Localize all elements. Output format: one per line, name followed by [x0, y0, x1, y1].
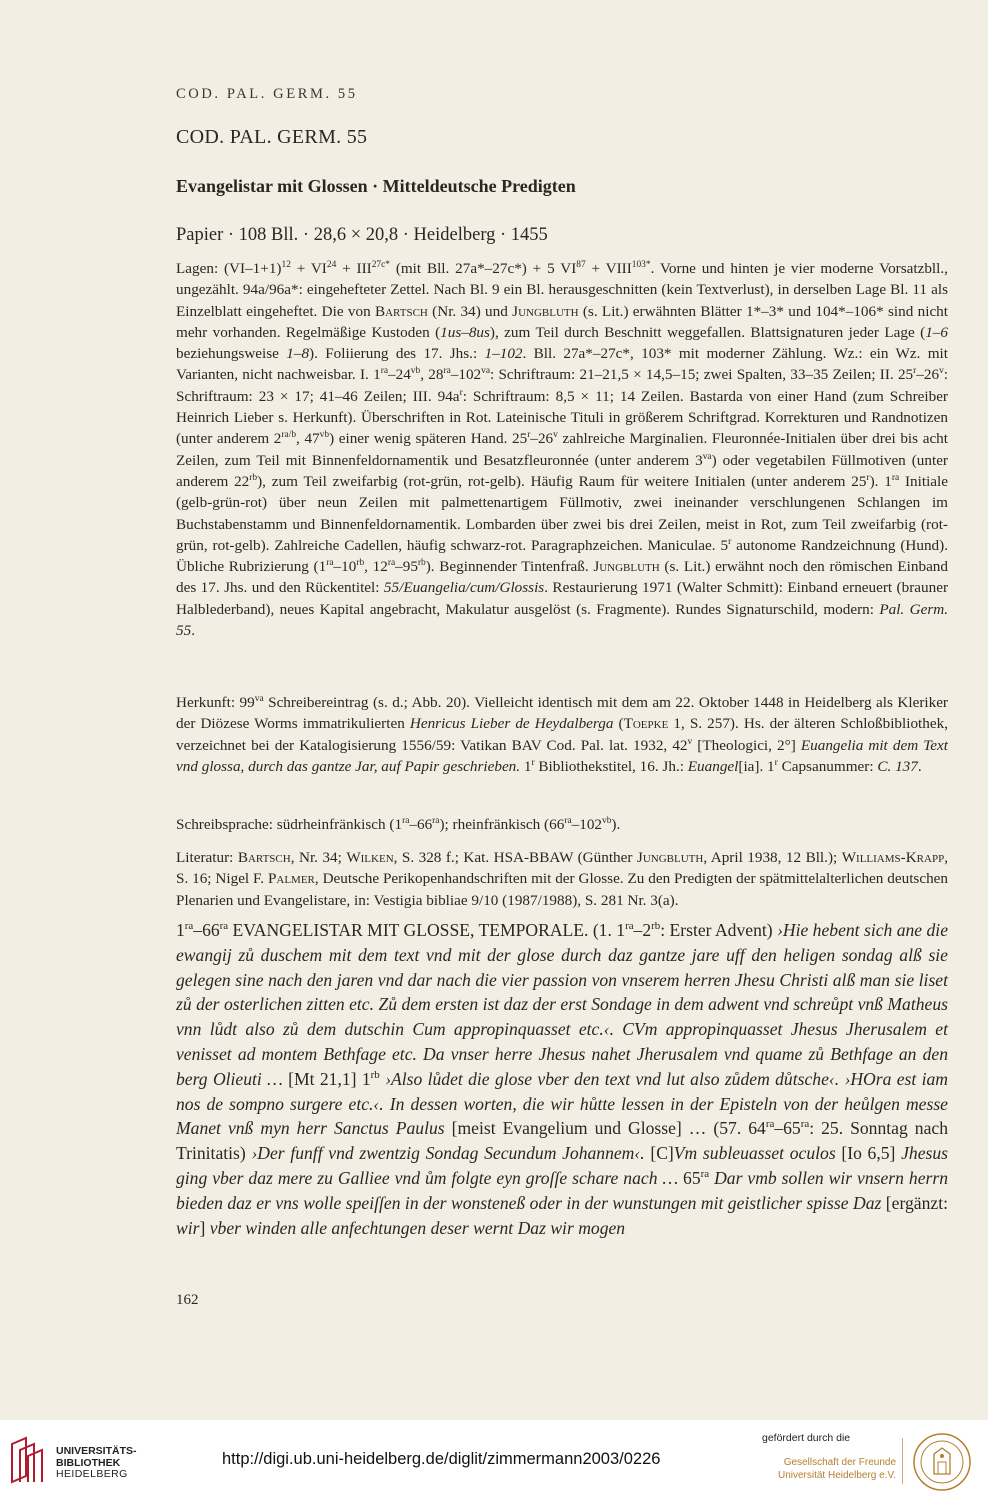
sponsor-name-line2: Universität Heidelberg e.V. [777, 1470, 896, 1481]
page-number: 162 [176, 1292, 199, 1308]
library-name [56, 1446, 137, 1481]
lagen-paragraph [176, 258, 948, 641]
university-library-logo-icon [8, 1436, 48, 1486]
sponsor-name [762, 1456, 896, 1482]
sponsor-name-line1: Gesellschaft der Freunde [783, 1457, 896, 1468]
page-title: COD. PAL. GERM. 55 [176, 126, 368, 148]
herkunft-text: Herkunft: $99^{va}$ Schreibereintrag (s. d.; Abb. 20). Vielleicht identisch mit dem am 22. Oktober 1448 in Heidelberg als Kleriker der Diözese Worms immatrikulierten Henricus Lieber de Heydalberga (Toepke 1, S. 257). Hs. der älteren Schloßbibliothek, verzeichnet bei der Katalogisierung 1556/59: Vatikan BAV Cod. Pal. lat. 1932, 42$^v$ [Theologici, 2°] Euangelia mit dem Text vnd glossa, durch das gantze Jar, auf Papir geschrieben. 1$^r$ Bibliothekstitel, 16. Jh.: Euangel[ia]. 1$^r$ Capsanummer: C. 137. [176, 693, 949, 775]
library-name-line3: HEIDELBERG [56, 1468, 128, 1480]
literatur-text: Literatur: Bartsch, Nr. 34; Wilken, S. 328 f.; Kat. HSA-BBAW (Günther Jungbluth, April 1938, 12 Bll.); Williams-Krapp, S. 16; Nigel F. Palmer, Deutsche Perikopenhandschriften mit der Glosse. Zu den Predigten der spätmittelalterlichen deutschen Plenarien und Evangelistare, in: Vestigia bibliae 9/10 (1987/1988), S. 281 Nr. 3(a). [176, 849, 948, 909]
main_text-text: $1^{ra}-66^{ra}$ EVANGELISTAR MIT GLOSSE, TEMPORALE. (1. $1^{ra}-2^{rb}$: Erster Advent) ›Hie hebent sich ane die ewangij zů duschem mit dem text vnd mit der glose durch daz gantze jare uff den heligen sondag alß sie gelegen sine nach den jaren vnd dar nach die vier passion von vnserem herren Jhesu Christi alß man sie liset zů der osterlichen zitten etc. Zů dem ersten ist daz der erst Sondage in dem adwent vnd schreůpt vnß Matheus vnn lůdt also zů dem dutschin Cum appropinquasset etc.‹. CVm appropinquasset Jhesus Jherusalem et venisset ad montem Bethfage etc. Da vnser herre Jhesus nahet Jherusalem vnd quame zů Bethfage an den berg Olieuti … [Mt 21,1] $1^{rb}$ ›Also lůdet die glose vber den text vnd lut also zůdem důtsche‹. ›HOra est iam nos de sompno surgere etc.‹. In dessen worten, die wir hůtte lessen in der Episteln von der heůlgen messe Manet vnß myn herr Sanctus Paulus [meist Evangelium und Glosse] … (57. $64^{ra}-65^{ra}$: 25. Sonntag nach Trinitatis) ›Der funff vnd zwentzig Sondag Secundum Johannem‹. [C]Vm subleuasset oculos [Io 6,5] Jhesus ging vber daz mere zu Galliee vnd ům folgte eyn groſſe schare nach … $65^{ra}$ Dar vmb sollen wir vnsern herrn bieden daz er vns wolle speiſſen in der wonsteneß oder in der wunstungen mit geistlicher spisse Daz [ergänzt: wir] vber winden alle anfechtungen deser wernt Daz wir mogen [176, 920, 949, 1238]
manuscript-subtitle: Evangelistar mit Glossen · Mitteldeutsche Predigten [176, 176, 576, 196]
schreibsprache-paragraph [176, 814, 948, 835]
sponsor-label: gefördert durch die [762, 1432, 851, 1444]
physical-description: Papier · 108 Bll. · 28,6 × 20,8 · Heidelberg · 1455 [176, 225, 548, 245]
permalink-url[interactable]: http://digi.ub.uni-heidelberg.de/diglit/zimmermann2003/0226 [222, 1450, 661, 1468]
footer-bar [0, 1420, 988, 1503]
literatur-paragraph [176, 847, 948, 911]
schreibsprache-text: Schreibsprache: südrheinfränkisch $(1^{ra}-66^{ra})$; rheinfränkisch $(66^{ra}-102^{vb})$. [176, 815, 621, 833]
lagen-text: Lagen: $(VI-1+1)^{12} + VI^{24} + III^{27c*}$ (mit Bll. 27a*–27c*) + 5 $VI^{87}$ + $VIII^{103*}$. Vorne und hinten je vier moderne Vorsatzbll., ungezählt. 94a/96a*: eingehefteter Zettel. Nach Bl. 9 ein Bl. herausgeschnitten (kein Textverlust), in derselben Lage Bl. 11 als Einzelblatt eingeheftet. Die von Bartsch (Nr. 34) und Jungbluth (s. Lit.) erwähnten Blätter 1*–3* und 104*–106* sind nicht mehr vorhanden. Regelmäßige Kustoden (1us–8us), zum Teil durch Beschnitt weggefallen. Blattsignaturen jeder Lage (1–6 beziehungsweise 1–8). Foliierung des 17. Jhs.: 1–102. Bll. 27a*–27c*, 103* mit moderner Zählung. Wz.: ein Wz. mit Varianten, nicht nachweisbar. I. $1^{ra}-24^{vb}$, $28^{ra}-102^{va}$: Schriftraum: 21–21,5 × 14,5–15; zwei Spalten, 33–35 Zeilen; II. 25$^r$–26$^v$: Schriftraum: 23 × 17; 41–46 Zeilen; III. $94a^r$: Schriftraum: 8,5 × 11; 14 Zeilen. Bastarda von einer Hand (zum Schreiber Heinrich Lieber s. Herkunft). Überschriften in Rot. Lateinische Tituli in größerem Schriftgrad. Korrekturen und Randnotizen (unter anderem $2^{ra/b}$, $47^{vb}$) einer wenig späteren Hand. 25$^r$–26$^v$ zahlreiche Marginalien. Fleuronnée-Initialen über drei bis acht Zeilen, zum Teil mit Binnenfeldornamentik und Besatzfleuronnée (unter anderem $3^{va}$) oder vegetabilen Füllmotiven (unter anderem $22^{rb}$), zum Teil zweifarbig (rot-grün, rot-gelb). Häufig Raum für weitere Initialen (unter anderem 25$^r$). $1^{ra}$ Initiale (gelb-grün-rot) über neun Zeilen mit palmettenartigem Füllmotiv, zwei ineinander verschlungenen Schlangen im Buchstabenstamm und Binnenfeldornamentik. Lombarden über zwei bis drei Zeilen, meist in Rot, zum Teil zweifarbig (rot-grün, rot-gelb). Zahlreiche Cadellen, häufig schwarz-rot. Paragraphzeichen. Maniculae. 5$^r$ autonome Randzeichnung (Hund). Übliche Rubrizierung ($1^{ra}-10^{rb}$, $12^{ra}-95^{rb}$). Beginnender Tintenfraß. Jungbluth (s. Lit.) erwähnt noch den römischen Einband des 17. Jhs. und den Rückentitel: 55/Euangelia/cum/Glossis. Restaurierung 1971 (Walter Schmitt): Einband erneuert (brauner Halblederband), neues Kapital angebracht, Makulatur ausgelöst (s. Fragmente). Rundes Signaturschild, modern: Pal. Germ. 55. [176, 259, 949, 640]
library-name-line2: BIBLIOTHEK [56, 1456, 121, 1469]
sponsor-divider [902, 1438, 903, 1484]
university-seal-icon [912, 1432, 972, 1492]
herkunft-paragraph [176, 692, 948, 777]
evangelistar-text [176, 918, 948, 1240]
running-head: COD. PAL. GERM. 55 [176, 86, 358, 102]
library-name-line1: UNIVERSITÄTS- [56, 1445, 137, 1457]
